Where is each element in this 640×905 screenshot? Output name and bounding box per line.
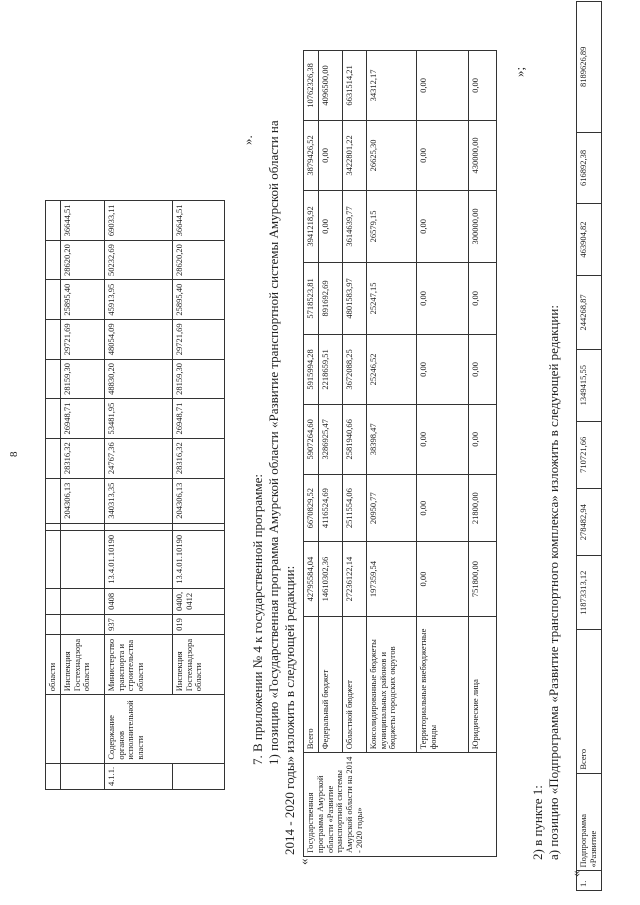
- cell-csr: 13.4.01.10190: [104, 530, 172, 588]
- closing-quote: ».: [240, 135, 255, 145]
- cell-value: 20950,77: [366, 474, 416, 542]
- cell-value: 0,00: [468, 262, 496, 334]
- cell-source: Территориальные внебюджетные фонды: [416, 616, 468, 753]
- cell-source: Всего: [304, 616, 319, 753]
- cell-value: 616892,38: [577, 132, 602, 204]
- table-row: [104, 201, 172, 790]
- cell-year: 28159,30: [172, 359, 224, 399]
- cell-source: Федеральный бюджет: [318, 616, 342, 753]
- cell-value: 1349415,55: [577, 349, 602, 421]
- cell-year: 36644,51: [60, 201, 104, 241]
- point-heading: 2) в пункте 1:: [530, 785, 545, 860]
- cell-year: 28316,32: [172, 438, 224, 478]
- table-row: [366, 51, 416, 857]
- table-row: [577, 2, 602, 891]
- cell-rzpr: 0408: [104, 588, 172, 614]
- cell-year: 25895,40: [60, 280, 104, 320]
- cell-value: 0,00: [416, 404, 468, 474]
- cell-value: 34312,17: [366, 51, 416, 121]
- cell-value: 2218659,51: [318, 335, 342, 405]
- cell-org: области: [46, 635, 61, 695]
- table-row: [416, 51, 468, 857]
- cell-org: Министерство транспорта и строительства области: [104, 635, 172, 695]
- cell-year: 48054,09: [104, 320, 172, 360]
- cell-year: 69033,11: [104, 201, 172, 241]
- opening-quote: «: [296, 858, 311, 865]
- cell-value: 2581940,66: [342, 404, 366, 474]
- cell-org: Инспекция Гостехнадзора области: [60, 635, 104, 695]
- cell-value: 0,00: [416, 51, 468, 121]
- cell-value: 4096500,00: [318, 51, 342, 121]
- cell-year: 36644,51: [172, 201, 224, 241]
- section-heading: 7. В приложении № 4 к государственной программе:: [250, 474, 265, 765]
- cell-csr: 13.4.01.10190: [172, 530, 224, 588]
- cell-year: 24767,36: [104, 438, 172, 478]
- opening-quote: «: [568, 870, 583, 877]
- cell-source: Областной бюджет: [342, 616, 366, 753]
- cell-value: 3879426,52: [304, 120, 319, 190]
- table-row: [60, 201, 104, 790]
- cell-value: 6670829,52: [304, 474, 319, 542]
- cell-value: 710721,66: [577, 421, 602, 488]
- cell-total: 204306,13: [172, 478, 224, 523]
- cell-value: 5718523,81: [304, 262, 319, 334]
- cell-value: 3286925,47: [318, 404, 342, 474]
- cell-year: 50232,69: [104, 240, 172, 280]
- cell-value: 0,00: [416, 120, 468, 190]
- cell-value: 278482,94: [577, 488, 602, 555]
- cell-value: 0,00: [416, 335, 468, 405]
- table-subprogram-costs: [45, 200, 225, 790]
- cell-value: 0,00: [416, 190, 468, 262]
- cell-value: 0,00: [468, 335, 496, 405]
- cell-value: 430000,00: [468, 120, 496, 190]
- cell-value: 4801583,97: [342, 262, 366, 334]
- cell-value: 14610302,36: [318, 542, 342, 616]
- cell-value: 11873313,12: [577, 556, 602, 630]
- cell-year: 26948,71: [60, 399, 104, 439]
- cell-subprogram: Подпрограмма «Развитие: [577, 773, 602, 871]
- cell-year: 29721,69: [172, 320, 224, 360]
- cell-value: 4116524,69: [318, 474, 342, 542]
- cell-source: Юридические лица: [468, 616, 496, 753]
- cell-value: 5907264,60: [304, 404, 319, 474]
- cell-value: 0,00: [318, 190, 342, 262]
- cell-value: 197359,54: [366, 542, 416, 616]
- cell-value: 25247,15: [366, 262, 416, 334]
- cell-value: 27236122,14: [342, 542, 366, 616]
- cell-year: 45913,95: [104, 280, 172, 320]
- cell-value: 6631514,21: [342, 51, 366, 121]
- cell-total: 340313,35: [104, 478, 172, 523]
- closing-quote: »;: [512, 66, 527, 77]
- cell-value: 26625,30: [366, 120, 416, 190]
- table-row: [342, 51, 366, 857]
- cell-year: 29721,69: [60, 320, 104, 360]
- cell-num: 4.1.1.: [104, 763, 172, 789]
- cell-measure: Содержание органов исполнительной власти: [104, 695, 224, 763]
- cell-value: 463904,82: [577, 204, 602, 276]
- cell-value: 0,00: [468, 404, 496, 474]
- table-row: [46, 201, 61, 790]
- cell-grbs: 019: [172, 614, 224, 634]
- cell-org: Инспекция Гостехнадзора области: [172, 635, 224, 695]
- cell-value: 0,00: [318, 120, 342, 190]
- cell-value: 891692,69: [318, 262, 342, 334]
- cell-value: 42795584,04: [304, 542, 319, 616]
- page-number: 8: [8, 451, 20, 457]
- cell-program: Государственная программа Амурской области «Развитие транспортной системы Амурской области на 2014 - 2020 годы»: [304, 753, 497, 857]
- cell-value: 3941218,92: [304, 190, 319, 262]
- cell-source: Всего: [577, 630, 602, 773]
- cell-value: 0,00: [416, 262, 468, 334]
- cell-value: 10762326,38: [304, 51, 319, 121]
- cell-value: 244268,87: [577, 275, 602, 349]
- table-program-funding: [303, 50, 497, 857]
- table-subprogram: [576, 1, 602, 891]
- table-row: [318, 51, 342, 857]
- table-row: [468, 51, 496, 857]
- cell-rzpr: 0400, 0412: [172, 588, 224, 614]
- cell-year: 28620,20: [60, 240, 104, 280]
- cell-value: 0,00: [416, 542, 468, 616]
- cell-value: 3614639,77: [342, 190, 366, 262]
- cell-value: 38398,47: [366, 404, 416, 474]
- table-row: [304, 51, 319, 857]
- cell-source: Консолидированные бюджеты муниципальных районов и бюджеты городских округов: [366, 616, 416, 753]
- cell-year: 25895,40: [172, 280, 224, 320]
- cell-year: 28159,30: [60, 359, 104, 399]
- cell-grbs: 937: [104, 614, 172, 634]
- cell-total: 204306,13: [60, 478, 104, 523]
- cell-value: 3422801,22: [342, 120, 366, 190]
- cell-year: 48830,20: [104, 359, 172, 399]
- cell-num: 1.: [577, 871, 602, 891]
- cell-value: 26579,15: [366, 190, 416, 262]
- cell-value: 8189626,89: [577, 2, 602, 133]
- cell-value: 5915994,28: [304, 335, 319, 405]
- cell-value: 25246,52: [366, 335, 416, 405]
- cell-year: 53481,95: [104, 399, 172, 439]
- cell-value: 751800,00: [468, 542, 496, 616]
- cell-year: 28316,32: [60, 438, 104, 478]
- cell-value: 2511554,06: [342, 474, 366, 542]
- cell-value: 0,00: [468, 51, 496, 121]
- cell-value: 0,00: [416, 474, 468, 542]
- cell-value: 21800,00: [468, 474, 496, 542]
- point-subheading: а) позицию «Подпрограмма «Развитие транспортного комплекса» изложить в следующей редакции:: [546, 305, 561, 860]
- paragraph-line: 1) позицию «Государственная программа Амурской области «Развитие транспортной системы Амурской области на: [266, 120, 281, 765]
- cell-year: 28620,20: [172, 240, 224, 280]
- cell-year: 26948,71: [172, 399, 224, 439]
- cell-value: 3672088,25: [342, 335, 366, 405]
- paragraph-line: 2014 - 2020 годы» изложить в следующей редакции:: [282, 565, 297, 855]
- cell-value: 300000,00: [468, 190, 496, 262]
